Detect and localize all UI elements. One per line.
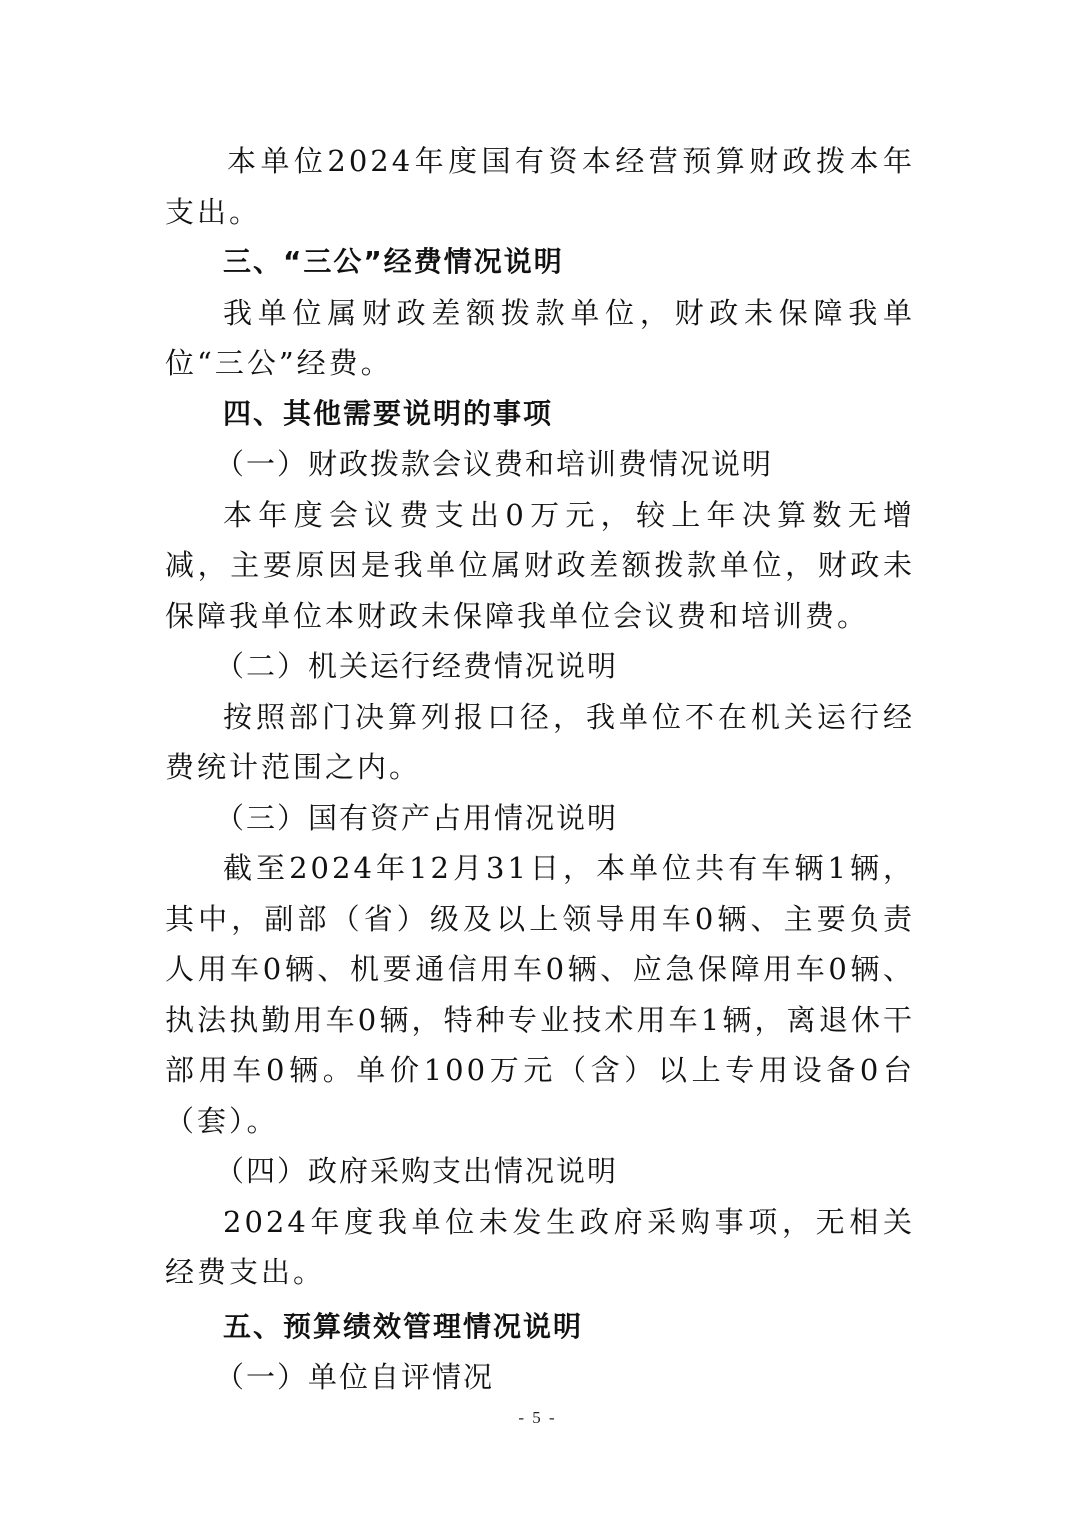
page-number: - 5 - — [518, 1408, 557, 1427]
heading-performance-management: 五、预算绩效管理情况说明 — [223, 1309, 584, 1343]
subheading-state-assets: （三）国有资产占用情况说明 — [215, 800, 619, 835]
subheading-operating-expenses: （二）机关运行经费情况说明 — [215, 649, 619, 683]
subheading-self-evaluation: （一）单位自评情况 — [215, 1360, 495, 1394]
paragraph-capital-budget: 本单位2024年度国有资本经营预算财政拨本年支出。 — [165, 144, 915, 229]
paragraph-state-assets: 截至2024年12月31日，本单位共有车辆1辆，其中，副部（省）级及以上领导用车0辆、主要负责人用车0辆、机要通信用车0辆、应急保障用车0辆、执法执勤用车0辆，特种专业技术用车1辆，离退休干部用车0辆。单价100万元（含）以上专用设备0台（套）。 — [165, 851, 915, 1138]
paragraph-operating-expenses: 按照部门决算列报口径，我单位不在机关运行经费统计范围之内。 — [165, 699, 915, 784]
document-body — [165, 136, 915, 1403]
heading-other-matters: 四、其他需要说明的事项 — [223, 396, 554, 430]
paragraph-three-public-expenses: 我单位属财政差额拨款单位，财政未保障我单位“三公”经费。 — [165, 295, 915, 380]
heading-three-public-expenses: 三、“三公”经费情况说明 — [223, 245, 564, 278]
paragraph-meeting-training-fees: 本年度会议费支出0万元，较上年决算数无增减，主要原因是我单位属财政差额拨款单位，财政未保障我单位本财政未保障我单位会议费和培训费。 — [165, 497, 915, 633]
paragraph-government-procurement: 2024年度我单位未发生政府采购事项，无相关经费支出。 — [165, 1204, 915, 1289]
subheading-meeting-training-fees: （一）财政拨款会议费和培训费情况说明 — [215, 447, 774, 481]
subheading-government-procurement: （四）政府采购支出情况说明 — [215, 1154, 619, 1188]
